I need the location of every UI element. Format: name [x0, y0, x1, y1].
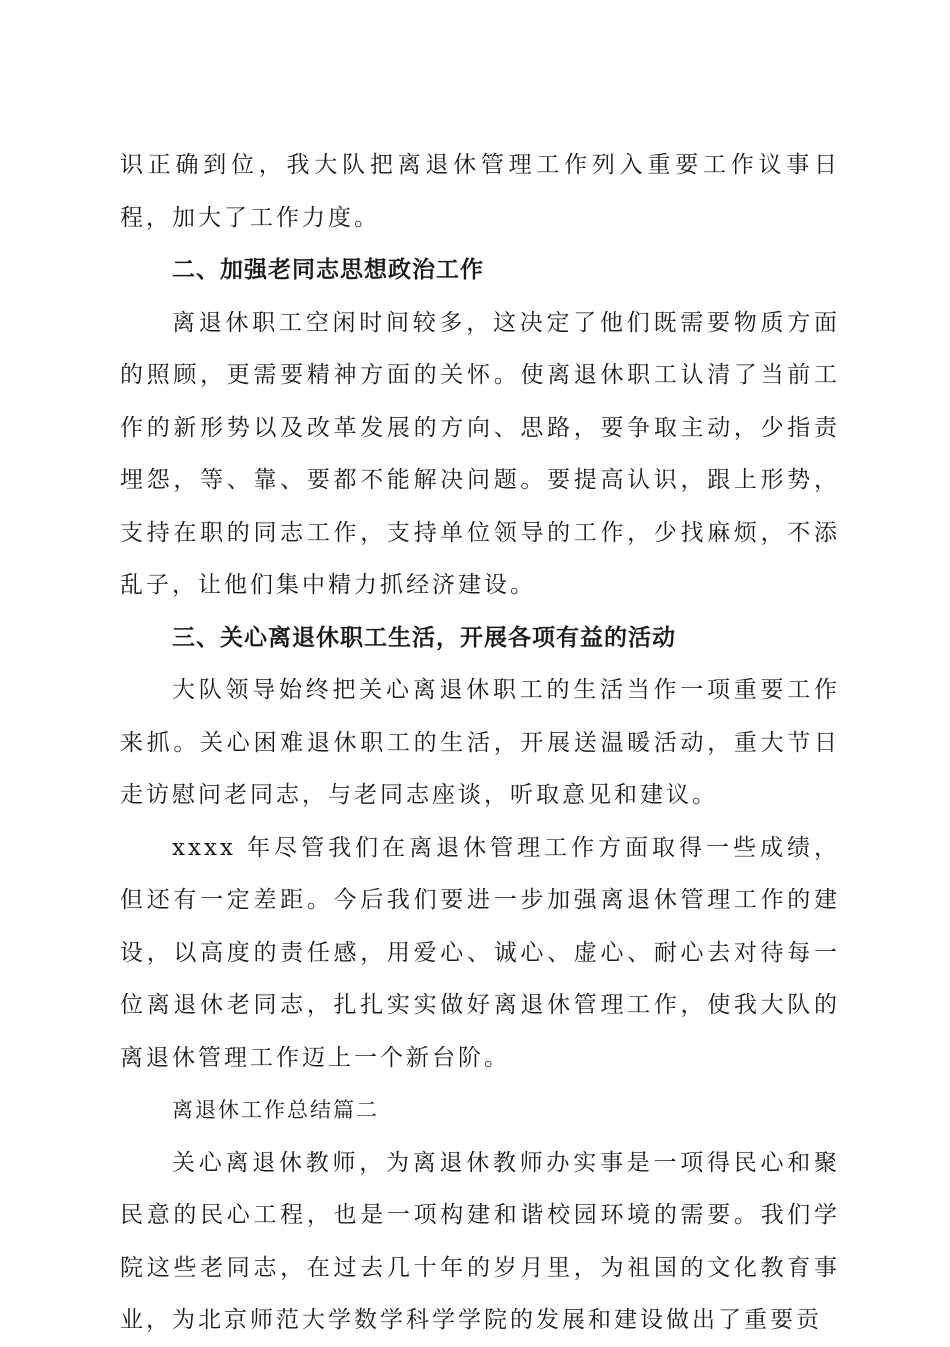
document-body	[120, 139, 840, 1347]
paragraph-continuation: 识正确到位，我大队把离退休管理工作列入重要工作议事日程，加大了工作力度。	[120, 152, 840, 231]
paragraph-retired-teachers: 关心离退休教师，为离退休教师办实事是一项得民心和聚民意的民心工程，也是一项构建和谐校园环境的需要。我们学院这些老同志，在过去几十年的岁月里，为祖国的文化教育事业，为北京师范大学数学科学学院的发展和建设做出了重要贡	[120, 1149, 840, 1333]
paragraph-political-work: 离退休职工空闲时间较多，这决定了他们既需要物质方面的照顾，更需要精神方面的关怀。使离退休职工认清了当前工作的新形势以及改革发展的方向、思路，要争取主动，少指责埋怨，等、靠、要都不能解决问题。要提高认识，跟上形势，支持在职的同志工作，支持单位领导的工作，少找麻烦，不添乱子，让他们集中精力抓经济建设。	[120, 309, 840, 598]
paragraph-summary: xxxx 年尽管我们在离退休管理工作方面取得一些成绩，但还有一定差距。今后我们要进一步加强离退休管理工作的建设，以高度的责任感，用爱心、诚心、虚心、耐心去对待每一位离退休老同志，扎扎实实做好离退休管理工作，使我大队的离退休管理工作迈上一个新台阶。	[120, 834, 840, 1071]
section-heading-2: 二、加强老同志思想政治工作	[172, 257, 484, 283]
section-heading-3: 三、关心离退休职工生活，开展各项有益的活动	[172, 624, 676, 651]
paragraph-care-activities: 大队领导始终把关心离退休职工的生活当作一项重要工作来抓。关心困难退休职工的生活，开展送温暖活动，重大节日走访慰问老同志，与老同志座谈，听取意见和建议。	[120, 677, 840, 808]
article-subtitle: 离退休工作总结篇二	[172, 1098, 379, 1122]
